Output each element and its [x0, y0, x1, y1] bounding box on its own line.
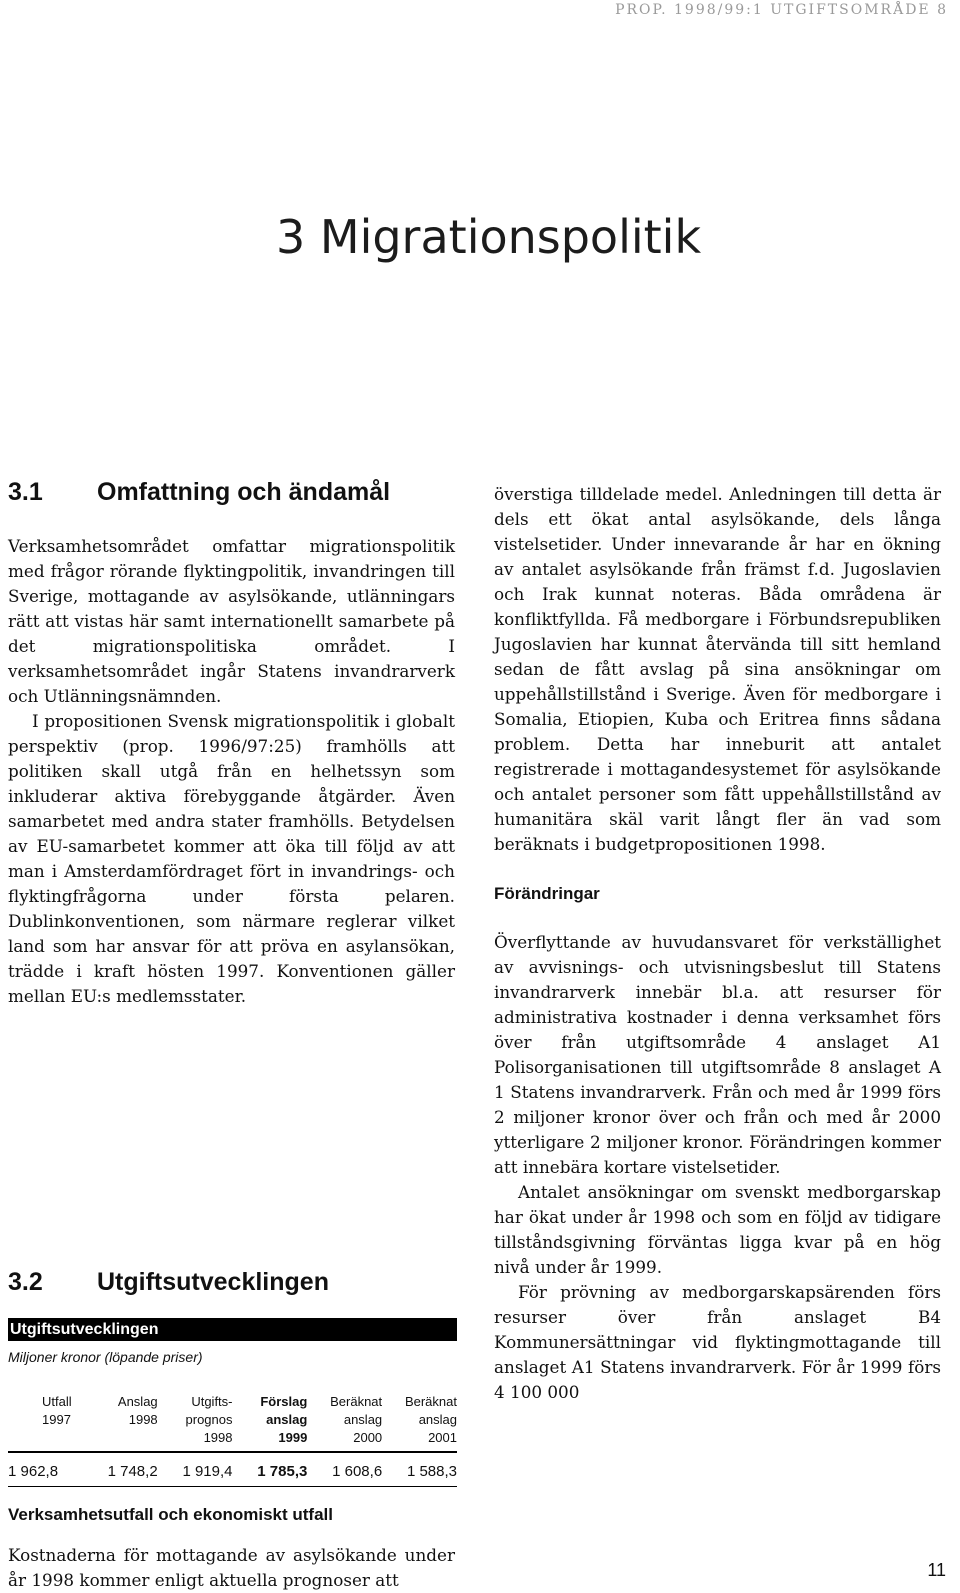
table-header-row — [8, 1393, 457, 1447]
paragraph: Antalet ansökningar om svenskt medborgarskap har ökat under år 1998 och som en följd av tidigare tillståndsgivning förväntas ligga kvar på en hög nivå under år 1999. — [494, 1182, 941, 1277]
paragraph: Överflyttande av huvudansvaret för verkställighet av avvisnings- och utvisningsbeslut till Statens invandrarverk innebär bl.a. att resurser för administrativa kostnader i denna verksamhet förs över från utgiftsområde 4 anslaget A1 Polisorganisationen till utgiftsområde 8 anslaget A 1 Statens invandrarverk. Från och med år 1999 förs 2 miljoner kronor över och från och med år 2000 ytterligare 2 miljoner kronor. Förändringen kommer att innebära kortare vistelsetider. — [494, 932, 941, 1177]
chapter-title: 3 Migrationspolitik — [276, 210, 702, 264]
expenditure-table — [8, 1393, 457, 1487]
table-cell: 1 785,3 — [257, 1463, 308, 1480]
table-rule — [8, 1451, 457, 1453]
table-cell: 1 588,3 — [406, 1463, 457, 1480]
table-cell: 1 748,2 — [107, 1463, 158, 1480]
section-heading-3-2 — [8, 1268, 329, 1297]
paragraph: Kostnaderna för mottagande av asylsökande under år 1998 kommer enligt aktuella prognoser att — [8, 1545, 455, 1590]
section-number: 3.2 — [8, 1268, 43, 1296]
table-cell: 1 608,6 — [332, 1463, 383, 1480]
table-note: Miljoner kronor (löpande priser) — [8, 1349, 203, 1365]
left-column-text — [8, 534, 455, 1009]
section-number: 3.1 — [8, 478, 43, 506]
paragraph: Verksamhetsområdet omfattar migrationspolitik med frågor rörande flyktingpolitik, invandringen till Sverige, mottagande av asylsökande, utlänningars rätt att vistas här samt internationellt samarbete på det migrationspolitiska området. I verksamhetsområdet ingår Statens invandrarverk och Utlänningsnämnden. — [8, 536, 455, 706]
paragraph: överstiga tilldelade medel. Anledningen till detta är dels ett ökat antal asylsökande, dels långa vistelsetider. Under innevarande år har en ökning av antalet asylsökande från främst f.d. Jugoslavien och Irak kunnat noteras. Båda områdena är konfliktfyllda. Få medborgare i Förbundsrepubliken Jugoslavien har kunnat återvända till sitt hemland sedan de fått avslag på sina ansökningar om uppehållstillstånd i Sverige. Även för medborgare i Somalia, Etiopien, Kuba och Eritrea finns sådana problem. Detta har inneburit att antalet registrerade i mottagandesystemet för asylsökande och antalet personer som fått uppehållstillstånd av humanitära skäl varit långt fler än vad som beräknats i budgetpropositionen 1998. — [494, 484, 941, 854]
table-header-cell: Förslag anslag 1999 — [260, 1394, 308, 1445]
table-cell: 1 962,8 — [8, 1463, 59, 1480]
section-heading-3-1 — [8, 478, 390, 507]
table-header-cell: Beräknat anslag 2000 — [330, 1394, 383, 1445]
paragraph: I propositionen Svensk migrationspolitik i globalt perspektiv (prop. 1996/97:25) framhölls att politiken skall utgå från en helhetssyn som inkluderar aktiva förebyggande åtgärder. Även samarbetet med andra stater framhölls. Betydelsen av EU-samarbetet kommer att öka till följd av att man i Amsterdamfördraget fört in invandrings- och flyktingfrågorna under första pelaren. Dublinkonventionen, som närmare reglerar vilket land som har ansvar för att pröva en asylansökan, trädde i kraft hösten 1997. Konventionen gäller mellan EU:s medlemsstater. — [8, 711, 455, 1006]
page-number: 11 — [927, 1560, 946, 1580]
paragraph: För prövning av medborgarskapsärenden förs resurser över från anslaget B4 Kommunersättningar vid flyktingmottagande till anslaget A1 Statens invandrarverk. För år 1999 förs 4 100 000 — [494, 1282, 941, 1402]
left-column-continued — [8, 1502, 455, 1593]
section-title: Utgiftsutvecklingen — [97, 1268, 329, 1296]
running-header: PROP. 1998/99:1 UTGIFTSOMRÅDE 8 — [615, 2, 948, 18]
subheading: Verksamhetsutfall och ekonomiskt utfall — [8, 1505, 333, 1524]
right-column-text — [494, 482, 941, 1405]
table-rule — [8, 1486, 457, 1487]
table-header-cell: Beräknat anslag 2001 — [404, 1394, 457, 1445]
subheading: Förändringar — [494, 884, 600, 903]
table-row — [8, 1463, 457, 1480]
section-title: Omfattning och ändamål — [97, 478, 391, 506]
table-caption: Utgiftsutvecklingen — [8, 1318, 457, 1341]
table-header-cell: Anslag 1998 — [117, 1394, 158, 1427]
table-header-cell: Utfall 1997 — [42, 1394, 72, 1427]
table-header-cell: Utgifts- prognos 1998 — [185, 1394, 233, 1445]
table-cell: 1 919,4 — [182, 1463, 233, 1480]
